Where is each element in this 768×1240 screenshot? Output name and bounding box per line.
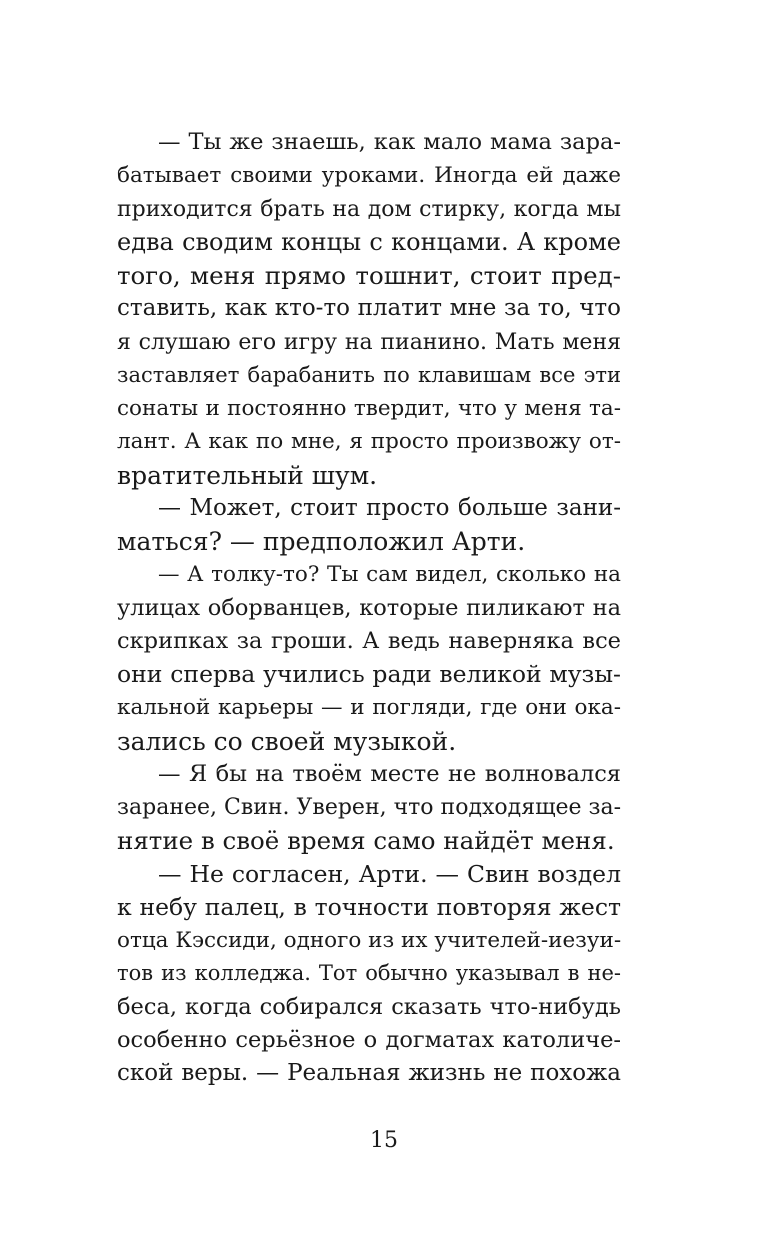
text-line: приходится брать на дом стирку, когда мы — [117, 196, 621, 222]
page-number: 15 — [370, 1128, 398, 1153]
text-line: улицах оборванцев, которые пиликают на — [117, 594, 621, 621]
text-line: — А толку-то? Ты сам видел, сколько на — [158, 562, 621, 588]
text-line: ской веры. — Реальная жизнь не похожа — [117, 1060, 621, 1086]
text-line: — Не согласен, Арти. — Свин воздел — [158, 859, 621, 888]
text-line: нятие в своё время само найдёт меня. — [117, 826, 615, 856]
text-line: батывает своими уроками. Иногда ей даже — [117, 163, 621, 189]
text-line: сонаты и постоянно твердит, что у меня та- — [117, 396, 621, 421]
text-line: лант. А как по мне, я просто произвожу от- — [117, 429, 621, 455]
text-line: зались со своей музыкой. — [117, 726, 457, 756]
text-line: беса, когда собирался сказать что-нибудь — [117, 993, 621, 1020]
text-line: тов из колледжа. Тот обычно указывал в не- — [117, 961, 621, 986]
text-line: едва сводим концы с концами. А кроме — [117, 227, 621, 256]
text-line: ставить, как кто-то платит мне за то, что — [117, 295, 621, 322]
text-line: маться? — предположил Арти. — [117, 527, 526, 556]
text-line: заставляет барабанить по клавишам все эти — [117, 362, 621, 387]
text-line: — Ты же знаешь, как мало мама зара- — [158, 129, 621, 155]
text-line: скрипках за гроши. А ведь наверняка все — [117, 627, 621, 654]
text-line: я слушаю его игру на пианино. Мать меня — [117, 329, 621, 355]
text-line: к небу палец, в точности повторяя жест — [117, 892, 621, 921]
text-line: — Я бы на твоём месте не волновался — [158, 760, 621, 787]
text-line: того, меня прямо тошнит, стоит пред- — [117, 261, 621, 290]
text-line: особенно серьёзное о догматах католиче- — [117, 1026, 621, 1053]
text-line: — Может, стоит просто больше зани- — [158, 494, 621, 521]
text-line: вратительный шум. — [117, 460, 378, 490]
text-line: отца Кэссиди, одного из их учителей-иезуи- — [117, 928, 621, 953]
text-line: заранее, Свин. Уверен, что подходящее за- — [117, 795, 621, 820]
text-line: кальной карьеры — и погляди, где они ока- — [117, 695, 621, 721]
text-line: они сперва учились ради великой музы- — [117, 660, 621, 688]
text-block — [117, 126, 621, 1090]
